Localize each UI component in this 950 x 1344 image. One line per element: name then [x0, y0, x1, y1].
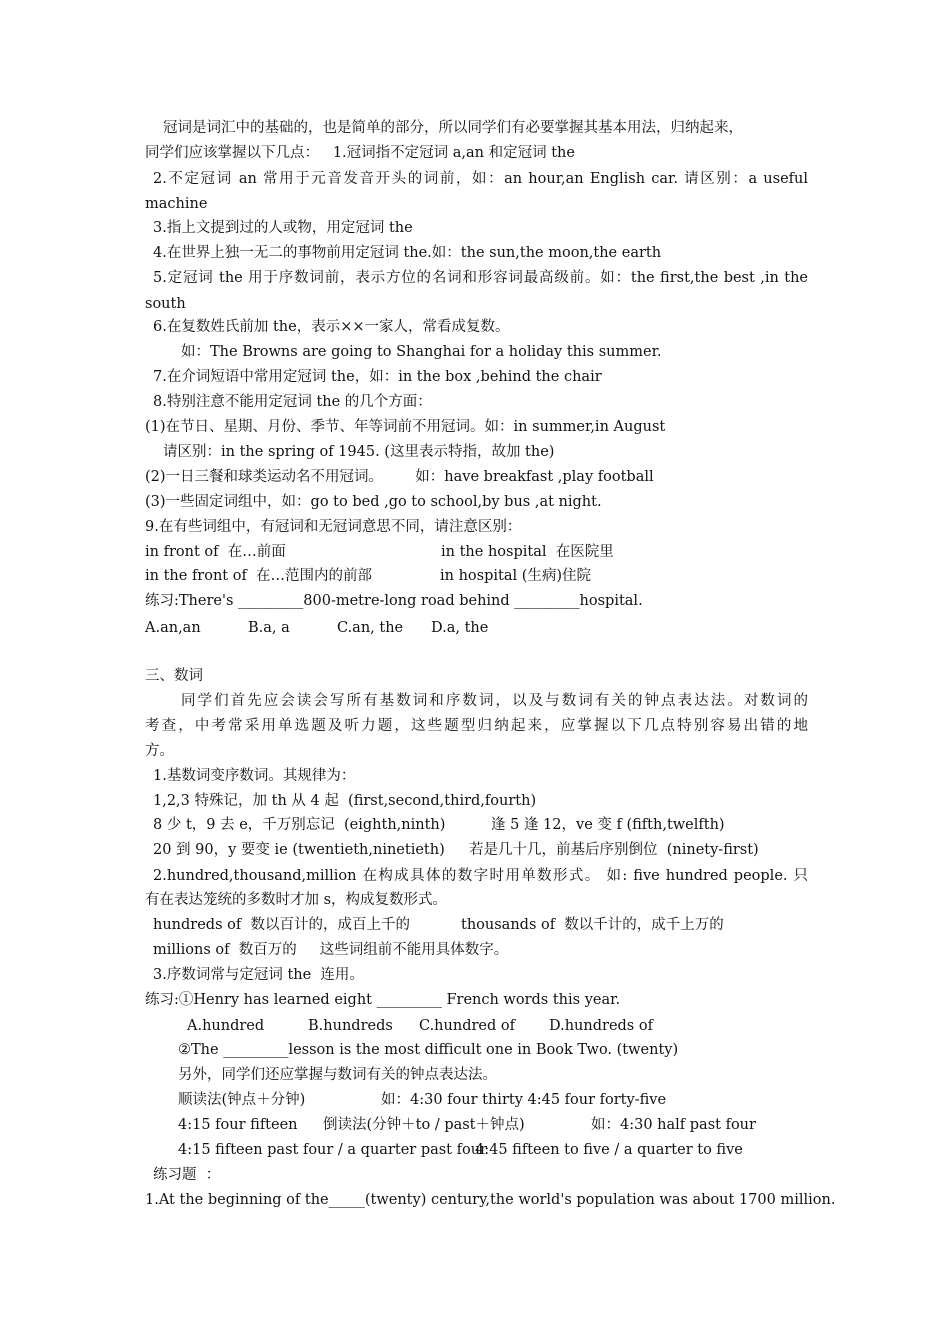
numeral-rule-3: 3.序数词常与定冠词 the 连用。 [153, 967, 364, 983]
article-rule-6: 6.在复数姓氏前加 the，表示××一家人，常看成复数。 [153, 319, 510, 335]
numerals-exercise-2: ②The _________lesson is the most difficult one in Book Two. (twenty) [178, 1042, 679, 1058]
time-backward-example: 如：4:30 half past four [591, 1117, 756, 1133]
practice-question-1: 1.At the beginning of the_____(twenty) century,the world's population was about 1700 million. [145, 1192, 836, 1208]
article-rule-8-2: (2)一日三餐和球类运动名不用冠词。 如：have breakfast ,play football [145, 469, 654, 485]
article-rule-5: 5.定冠词 the 用于序数词前，表示方位的名词和形容词最高级前。如：the first,the best ,in the [153, 270, 808, 286]
numerals-option-b: B.hundreds [308, 1018, 393, 1034]
numerals-option-c: C.hundred of [419, 1018, 515, 1034]
numeral-rule-1b-right: 逢 5 逢 12，ve 变 f (fifth,twelfth) [491, 817, 725, 833]
time-example-quarter-past: 4:15 fifteen past four / a quarter past four [178, 1142, 487, 1158]
phrase-millions-of: millions of 数百万的 这些词组前不能用具体数字。 [153, 942, 509, 958]
phrase-in-the-hospital: in the hospital 在医院里 [441, 544, 614, 560]
numeral-rule-2: 2.hundred,thousand,million 在构成具体的数字时用单数形式。 如: five hundred people. 只 [153, 868, 808, 884]
numeral-rule-1b-left: 8 少 t，9 去 e，千万别忘记 (eighth,ninth) [153, 817, 446, 833]
article-rule-8-1-example: 请区别：in the spring of 1945. (这里表示特指，故加 the) [163, 444, 555, 460]
time-expressions-intro: 另外，同学们还应掌握与数词有关的钟点表达法。 [178, 1067, 497, 1083]
time-forward-example: 如：4:30 four thirty 4:45 four forty-five [381, 1092, 667, 1108]
article-rule-4: 4.在世界上独一无二的事物前用定冠词 the.如：the sun,the moon,the earth [153, 245, 662, 261]
articles-exercise: 练习:There's _________800-metre-long road behind _________hospital. [145, 593, 643, 609]
time-forward-reading: 顺读法(钟点＋分钟) [178, 1092, 306, 1108]
article-rule-8-3: (3)一些固定词组中，如：go to bed ,go to school,by bus ,at night. [145, 494, 602, 510]
practice-heading: 练习题 ： [153, 1167, 221, 1183]
phrase-hundreds-of: hundreds of 数以百计的，成百上千的 [153, 917, 410, 933]
numeral-rule-1c-right: 若是几十几，前基后序别倒位 (ninety-first) [469, 842, 759, 858]
phrase-in-the-front-of: in the front of 在…范围内的前部 [145, 568, 373, 584]
article-rule-5-cont: south [145, 296, 186, 312]
article-rule-2: 2.不定冠词 an 常用于元音发音开头的词前，如：an hour,an English car. 请区别：a useful [153, 171, 808, 187]
article-rule-9: 9.在有些词组中，有冠词和无冠词意思不同，请注意区别： [145, 519, 522, 535]
article-rule-2-cont: machine [145, 196, 208, 212]
numerals-exercise-1: 练习:①Henry has learned eight _________ French words this year. [145, 992, 621, 1008]
phrase-thousands-of: thousands of 数以千计的，成千上万的 [461, 917, 724, 933]
numerals-option-d: D.hundreds of [549, 1018, 653, 1034]
numerals-intro-line2: 考查，中考常采用单选题及听力题，这些题型归纳起来，应掌握以下几点特别容易出错的地 [145, 718, 808, 734]
numerals-intro-line3: 方。 [145, 743, 174, 759]
time-example-quarter-to: 4:45 fifteen to five / a quarter to five [475, 1142, 743, 1158]
section-heading-numerals: 三、数词 [145, 668, 203, 684]
articles-intro-line2: 同学们应该掌握以下几点： 1.冠词指不定冠词 a,an 和定冠词 the [145, 145, 575, 161]
articles-option-c: C.an, the [337, 620, 404, 636]
article-rule-3: 3.指上文提到过的人或物，用定冠词 the [153, 220, 413, 236]
numeral-rule-1c-left: 20 到 90，y 要变 ie (twentieth,ninetieth) [153, 842, 445, 858]
articles-option-b: B.a, a [248, 620, 290, 636]
article-rule-8-1: (1)在节日、星期、月份、季节、年等词前不用冠词。如：in summer,in August [145, 419, 666, 435]
phrase-in-hospital: in hospital (生病)住院 [440, 568, 592, 584]
article-rule-8: 8.特别注意不能用定冠词 the 的几个方面： [153, 394, 432, 410]
articles-option-d: D.a, the [431, 620, 489, 636]
article-rule-7: 7.在介词短语中常用定冠词 the，如：in the box ,behind the chair [153, 369, 602, 385]
numerals-option-a: A.hundred [187, 1018, 265, 1034]
numerals-intro-line1: 同学们首先应会读会写所有基数词和序数词，以及与数词有关的钟点表达法。对数词的 [181, 693, 808, 709]
articles-intro-line1: 冠词是词汇中的基础的，也是简单的部分，所以同学们有必要掌握其基本用法，归纳起来， [163, 120, 743, 136]
time-example-four-fifteen: 4:15 four fifteen [178, 1117, 298, 1133]
articles-option-a: A.an,an [145, 620, 201, 636]
article-rule-6-example: 如：The Browns are going to Shanghai for a holiday this summer. [181, 344, 662, 360]
time-backward-reading: 倒读法(分钟＋to / past＋钟点) [323, 1117, 525, 1133]
phrase-in-front-of: in front of 在…前面 [145, 544, 286, 560]
numeral-rule-1: 1.基数词变序数词。其规律为： [153, 768, 356, 784]
numeral-rule-2-cont: 有在表达笼统的多数时才加 s，构成复数形式。 [145, 892, 448, 908]
numeral-rule-1a: 1,2,3 特殊记，加 th 从 4 起 (first,second,third,fourth) [153, 793, 537, 809]
